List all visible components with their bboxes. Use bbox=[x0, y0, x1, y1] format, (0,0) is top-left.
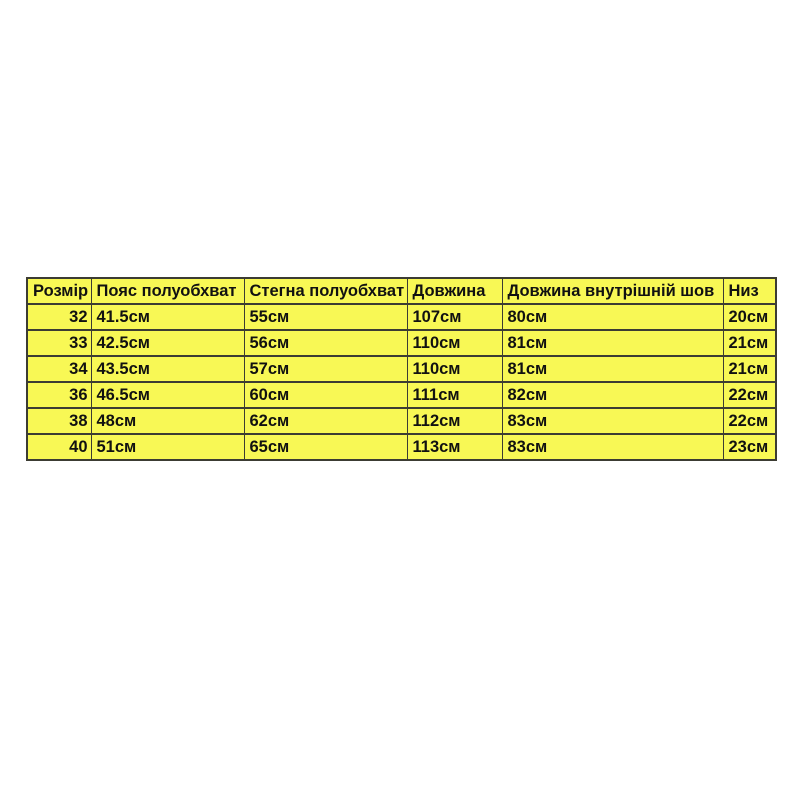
measurement-cell: 23см bbox=[723, 434, 776, 460]
measurement-cell: 81см bbox=[502, 356, 723, 382]
measurement-cell: 42.5см bbox=[91, 330, 244, 356]
measurement-cell: 62см bbox=[244, 408, 407, 434]
measurement-cell: 22см bbox=[723, 382, 776, 408]
measurement-cell: 46.5см bbox=[91, 382, 244, 408]
table-row bbox=[27, 382, 776, 408]
measurement-cell: 113см bbox=[407, 434, 502, 460]
column-header: Довжина bbox=[407, 278, 502, 304]
measurement-cell: 112см bbox=[407, 408, 502, 434]
table-body bbox=[27, 304, 776, 460]
table-row bbox=[27, 408, 776, 434]
measurement-cell: 60см bbox=[244, 382, 407, 408]
column-header: Довжина внутрішній шов bbox=[502, 278, 723, 304]
table-header bbox=[27, 278, 776, 304]
measurement-cell: 51см bbox=[91, 434, 244, 460]
size-cell: 36 bbox=[27, 382, 91, 408]
measurement-cell: 82см bbox=[502, 382, 723, 408]
measurement-cell: 56см bbox=[244, 330, 407, 356]
column-header: Пояс полуобхват bbox=[91, 278, 244, 304]
measurement-cell: 41.5см bbox=[91, 304, 244, 330]
table-row bbox=[27, 356, 776, 382]
table-row bbox=[27, 330, 776, 356]
measurement-cell: 107см bbox=[407, 304, 502, 330]
table-row bbox=[27, 304, 776, 330]
size-cell: 33 bbox=[27, 330, 91, 356]
measurement-cell: 65см bbox=[244, 434, 407, 460]
measurement-cell: 55см bbox=[244, 304, 407, 330]
column-header: Розмір bbox=[27, 278, 91, 304]
measurement-cell: 80см bbox=[502, 304, 723, 330]
measurement-cell: 43.5см bbox=[91, 356, 244, 382]
header-row bbox=[27, 278, 776, 304]
measurement-cell: 20см bbox=[723, 304, 776, 330]
column-header: Низ bbox=[723, 278, 776, 304]
size-chart-table bbox=[26, 277, 777, 461]
column-header: Стегна полуобхват bbox=[244, 278, 407, 304]
size-cell: 32 bbox=[27, 304, 91, 330]
measurement-cell: 21см bbox=[723, 330, 776, 356]
table-row bbox=[27, 434, 776, 460]
measurement-cell: 48см bbox=[91, 408, 244, 434]
measurement-cell: 22см bbox=[723, 408, 776, 434]
size-cell: 34 bbox=[27, 356, 91, 382]
measurement-cell: 83см bbox=[502, 408, 723, 434]
measurement-cell: 110см bbox=[407, 330, 502, 356]
measurement-cell: 21см bbox=[723, 356, 776, 382]
measurement-cell: 57см bbox=[244, 356, 407, 382]
measurement-cell: 83см bbox=[502, 434, 723, 460]
measurement-cell: 81см bbox=[502, 330, 723, 356]
measurement-cell: 110см bbox=[407, 356, 502, 382]
size-cell: 38 bbox=[27, 408, 91, 434]
measurement-cell: 111см bbox=[407, 382, 502, 408]
size-cell: 40 bbox=[27, 434, 91, 460]
